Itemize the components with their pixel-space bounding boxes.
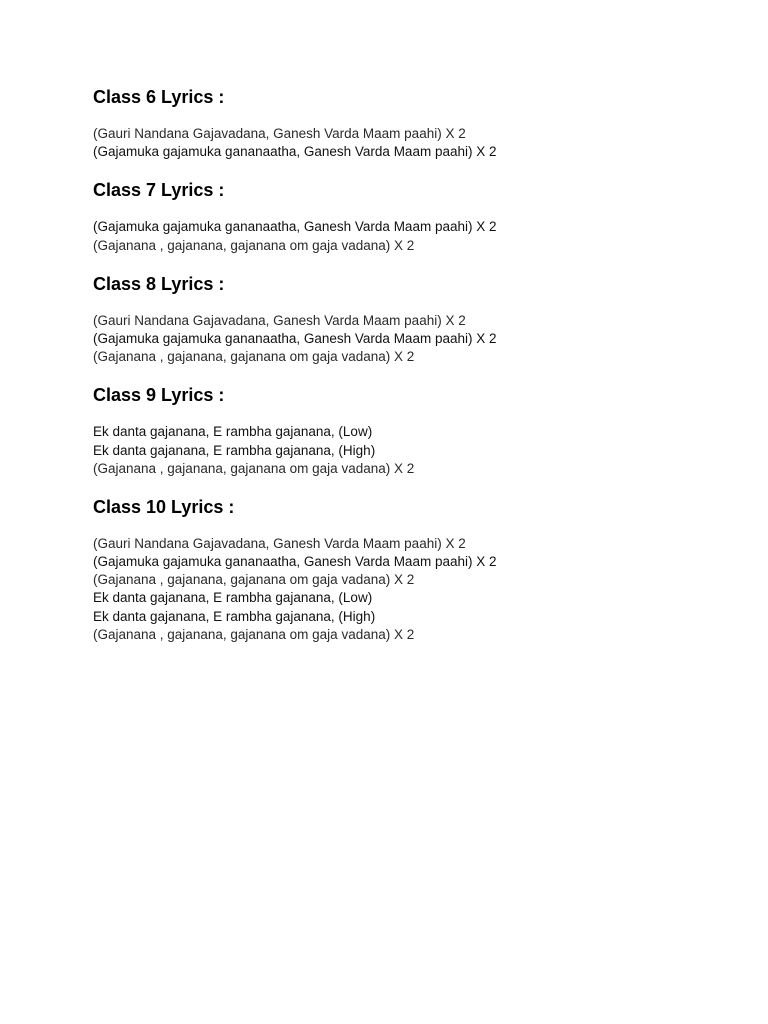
lyric-line: Ek danta gajanana, E rambha gajanana, (High) <box>93 608 376 624</box>
lyric-line: (Gauri Nandana Gajavadana, Ganesh Varda Maam paahi) X 2 <box>93 535 466 551</box>
lyric-line: (Gauri Nandana Gajavadana, Ganesh Varda Maam paahi) X 2 <box>93 312 466 328</box>
lyric-line: (Gajamuka gajamuka gananaatha, Ganesh Varda Maam paahi) X 2 <box>93 144 497 160</box>
lyric-line: (Gajamuka gajamuka gananaatha, Ganesh Varda Maam paahi) X 2 <box>93 219 497 235</box>
lyric-line: (Gajamuka gajamuka gananaatha, Ganesh Varda Maam paahi) X 2 <box>93 554 497 570</box>
section-class-7 <box>93 180 713 254</box>
lyric-line: (Gajamuka gajamuka gananaatha, Ganesh Varda Maam paahi) X 2 <box>93 330 497 346</box>
document-content <box>93 87 713 644</box>
lyrics-lines <box>93 423 713 478</box>
section-heading: Class 10 Lyrics : <box>93 496 235 517</box>
section-class-10 <box>93 497 713 644</box>
lyric-line: (Gajanana , gajanana, gajanana om gaja vadana) X 2 <box>93 237 415 253</box>
lyrics-lines <box>93 312 713 367</box>
section-heading: Class 8 Lyrics : <box>93 273 225 294</box>
lyric-line: Ek danta gajanana, E rambha gajanana, (Low) <box>93 424 373 440</box>
lyric-line: (Gajanana , gajanana, gajanana om gaja vadana) X 2 <box>93 626 415 642</box>
section-heading: Class 9 Lyrics : <box>93 385 225 406</box>
section-heading: Class 7 Lyrics : <box>93 180 225 201</box>
section-class-6 <box>93 87 713 161</box>
lyric-line: (Gajanana , gajanana, gajanana om gaja vadana) X 2 <box>93 349 415 365</box>
section-class-9 <box>93 385 713 478</box>
lyrics-lines <box>93 125 713 161</box>
section-heading: Class 6 Lyrics : <box>93 87 225 107</box>
lyric-line: Ek danta gajanana, E rambha gajanana, (High) <box>93 442 376 458</box>
section-class-8 <box>93 274 713 367</box>
lyric-line: (Gajanana , gajanana, gajanana om gaja vadana) X 2 <box>93 572 415 588</box>
lyrics-lines <box>93 218 713 254</box>
lyric-line: Ek danta gajanana, E rambha gajanana, (Low) <box>93 590 373 606</box>
lyric-line: (Gauri Nandana Gajavadana, Ganesh Varda Maam paahi) X 2 <box>93 126 466 141</box>
lyric-line: (Gajanana , gajanana, gajanana om gaja vadana) X 2 <box>93 460 415 476</box>
lyrics-lines <box>93 535 713 644</box>
